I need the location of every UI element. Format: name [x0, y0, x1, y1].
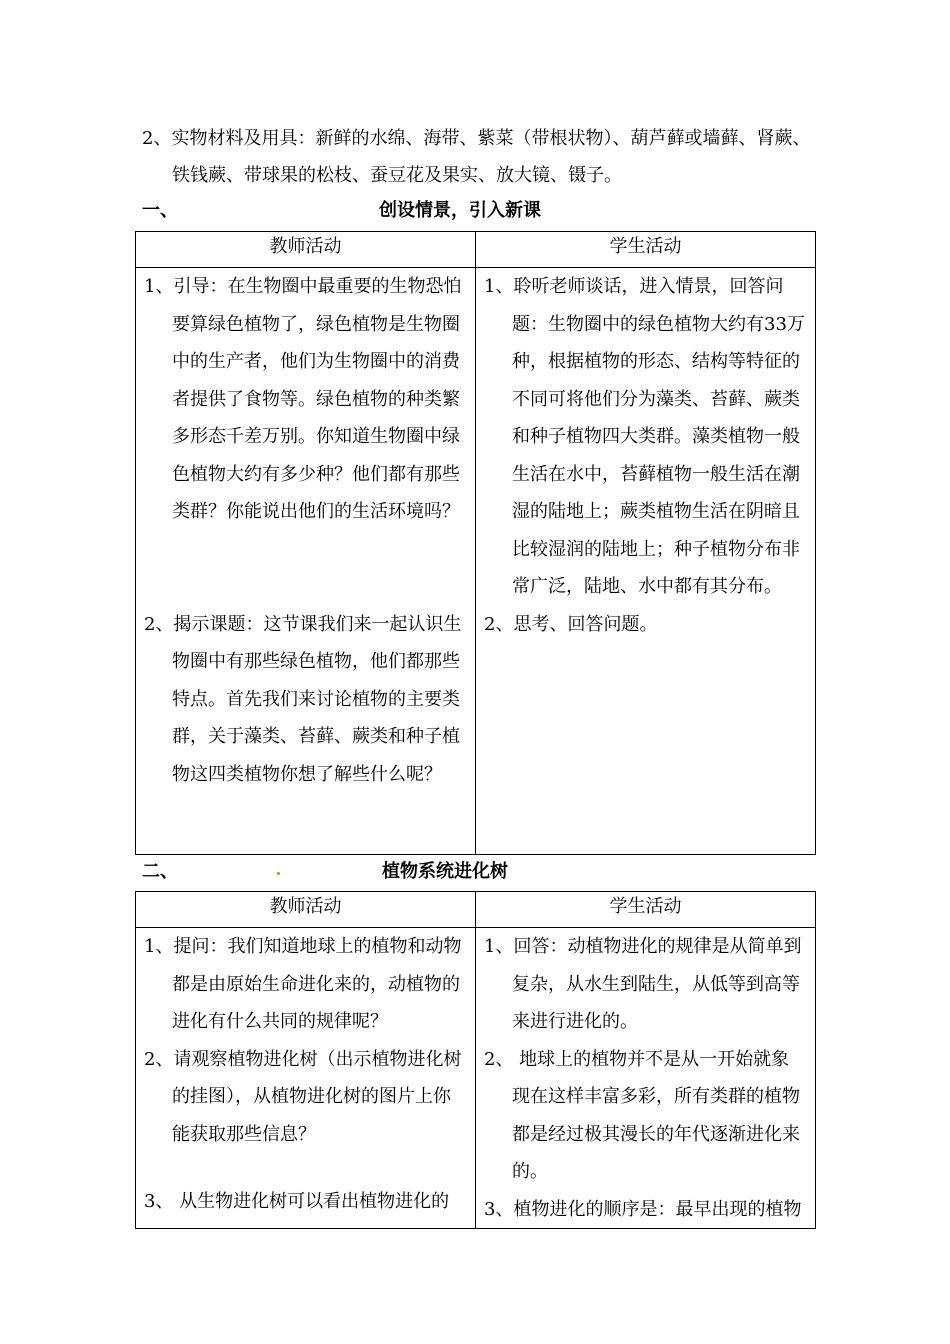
table-row: [136, 928, 816, 1229]
section-2-heading: [142, 857, 822, 887]
header-student: 学生活动: [476, 892, 816, 928]
table-header-row: [136, 892, 816, 928]
section-1-heading: [142, 196, 822, 226]
teacher-item: 2、揭示课题：这节课我们来一起认识生物圈中有那些绿色植物，他们都那些特点。首先我们来讨论植物的主要类群，关于藻类、苔藓、蕨类和种子植物这四类植物你想了解些什么呢？: [144, 613, 462, 785]
section-2-number: 二、: [142, 861, 178, 882]
decorative-dot: [277, 872, 280, 875]
student-item: 2、 地球上的植物并不是从一开始就象现在这样丰富多彩，所有类群的植物都是经过极其漫长的年代逐渐进化来的。: [484, 1048, 800, 1182]
student-item: 1、聆听老师谈话，进入情景，回答问题：生物圈中的绿色植物大约有33万种，根据植物的形态、结构等特征的不同可将他们分为藻类、苔藓、蕨类和种子植物四大类群。藻类植物一般生活在水中，苔藓植物一般生活在潮湿的陆地上；蕨类植物生活在阴暗且比较湿润的陆地上；种子植物分布非常广泛，陆地、水中都有其分布。: [484, 276, 805, 597]
student-cell: [476, 268, 816, 855]
table-row: [136, 268, 816, 855]
section-2-title: 植物系统进化树: [382, 861, 508, 882]
header-student: 学生活动: [476, 232, 816, 268]
teacher-item: 1、引导：在生物圈中最重要的生物恐怕要算绿色植物了，绿色植物是生物圈中的生产者，他们为生物圈中的消费者提供了食物等。绿色植物的种类繁多形态千差万别。你知道生物圈中绿色植物大约有多少种？他们都有那些类群？你能说出他们的生活环境吗？: [144, 276, 462, 522]
header-teacher: 教师活动: [136, 232, 476, 268]
student-item: 2、思考、回答问题。: [484, 613, 658, 635]
section-1-number: 一、: [142, 200, 178, 221]
section-2-table: [135, 891, 816, 1229]
materials-line-1: 2、实物材料及用具：新鲜的水绵、海带、紫菜（带根状物）、葫芦藓或墙藓、肾蕨、: [142, 128, 811, 149]
section-1-table: [135, 231, 816, 855]
teacher-item: 3、 从生物进化树可以看出植物进化的: [144, 1191, 450, 1212]
table-header-row: [136, 232, 816, 268]
section-1-title: 创设情景，引入新课: [379, 200, 541, 221]
materials-line-2: 铁钱蕨、带球果的松枝、蚕豆花及果实、放大镜、镊子。: [172, 165, 622, 186]
header-teacher: 教师活动: [136, 892, 476, 928]
teacher-item: 2、请观察植物进化树（出示植物进化树的挂图），从植物进化树的图片上你能获取那些信息？: [144, 1048, 462, 1145]
teacher-cell: [136, 928, 476, 1229]
student-item: 3、植物进化的顺序是：最早出现的植物: [484, 1198, 802, 1220]
materials-paragraph: [142, 120, 822, 194]
student-item: 1、回答：动植物进化的规律是从简单到复杂，从水生到陆生，从低等到高等来进行进化的。: [484, 936, 802, 1032]
teacher-item: 1、提问：我们知道地球上的植物和动物都是由原始生命进化来的，动植物的进化有什么共同的规律呢？: [144, 936, 462, 1032]
student-cell: [476, 928, 816, 1229]
teacher-cell: [136, 268, 476, 855]
